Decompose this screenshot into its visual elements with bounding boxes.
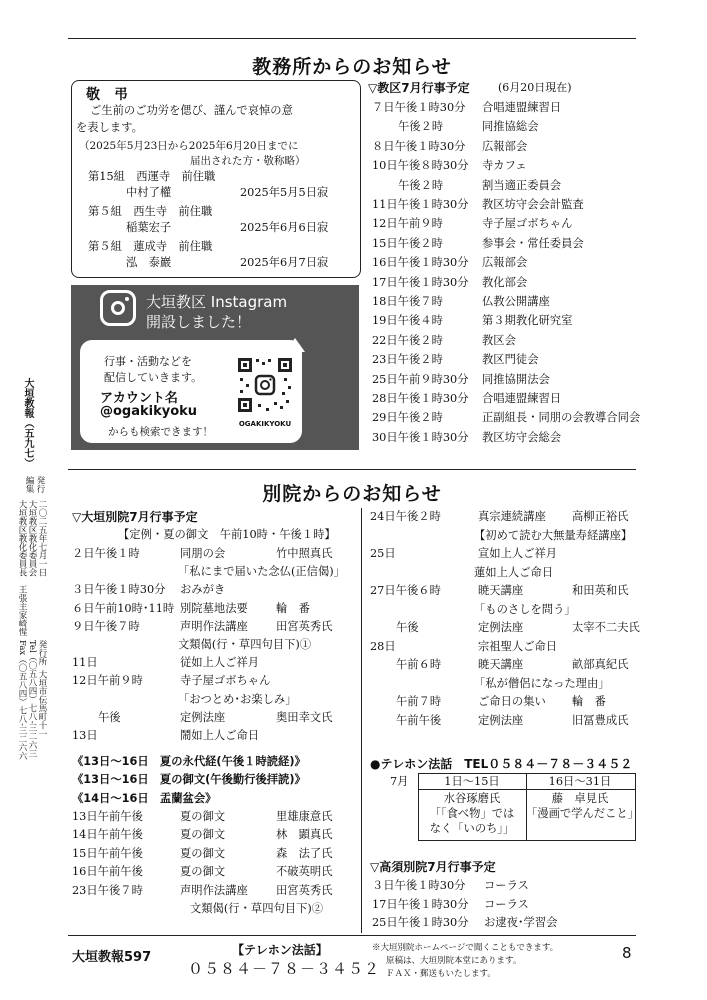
betsuin-event2-row-event: 声明作法講座 — [180, 883, 248, 897]
kyoku-event-row-date: 15日午後２時 — [372, 236, 443, 250]
betsuin-event-row-event: 「私にまで届いた念仏(正信偈)」 — [178, 565, 345, 579]
betsuin-event-row-person: 竹中照真氏 — [276, 547, 333, 560]
betsuin-event-row-person: 輪 番 — [276, 601, 310, 615]
kyoku-event-row-event: 割当適正委員会 — [482, 178, 562, 192]
instagram-account-label: アカウント名 — [100, 391, 178, 406]
betsuin-event3-row-date: 午前６時 — [396, 658, 442, 671]
betsuin-event-row-person: 田宮英秀氏 — [276, 619, 333, 633]
takasu-event-row-event: コーラス — [484, 879, 529, 892]
kyoku-heading-note: (6月20日現在) — [498, 81, 572, 94]
sidebar-office-3: Fax（〇五八四）七八-三二六六 — [17, 640, 27, 761]
betsuin-event-row-event: おみがき — [180, 583, 226, 597]
instagram-title-1: 大垣教区 Instagram — [146, 293, 288, 311]
takasu-event-row-date: ３日午後１時30分 — [372, 879, 466, 892]
footer-tel-label: 【テレホン法話】 — [232, 943, 328, 957]
betsuin-event-row-event: 文類偈(行・草四句目下)① — [178, 638, 312, 651]
betsuin-event3-row-person: 畝部真紀氏 — [572, 658, 629, 671]
sidebar-publisher-1: 編集 — [24, 476, 34, 493]
betsuin-event3-row-event: ご命日の集い — [478, 695, 546, 708]
kyoku-event-row-event: 教区門徒会 — [482, 353, 539, 367]
kyoku-event-row-date: 16日午後１時30分 — [372, 256, 469, 270]
betsuin-event3-row-date: 28日 — [370, 639, 396, 653]
kyoku-event-row-date: 12日午前９時 — [372, 217, 443, 231]
betsuin-event-row-event: 同朋の会 — [180, 547, 226, 560]
sidebar-office-2: Tel（〇五八四）七八-三二六三 — [27, 640, 37, 758]
betsuin-event2-row-person: 田宮英秀氏 — [276, 883, 333, 897]
kyoku-event-row-date: ８日午後１時30分 — [372, 139, 466, 153]
footer-page-number: 8 — [622, 944, 632, 962]
kyoku-event-row-date: 17日午後１時30分 — [372, 275, 469, 289]
betsuin-event-row-date: 午後 — [98, 710, 121, 724]
betsuin-event2-row-person: 不破英明氏 — [276, 865, 333, 879]
kyoku-event-row-event: 広報部会 — [482, 139, 528, 153]
betsuin-event3-row-event: 定例法座 — [478, 713, 524, 727]
betsuin-event3-row-person: 旧冨豊成氏 — [572, 713, 629, 727]
betsuin-event2-row-person: 里雄康意氏 — [276, 810, 333, 823]
instagram-icon — [100, 290, 136, 326]
footer-note-1: 原稿は、大垣別院本堂にあります。 — [386, 956, 522, 966]
betsuin-event-row-date: 13日 — [72, 729, 98, 742]
telephone-col2-title: 「漫画で学んだこと」 — [526, 807, 639, 820]
telephone-col2-head: 16日～31日 — [548, 775, 612, 788]
betsuin-event2-row-date: 14日午前午後 — [72, 828, 143, 842]
betsuin-event3-row-event: 暁天講座 — [478, 658, 524, 671]
instagram-account: @ogakikyoku — [100, 404, 198, 419]
betsuin-event2-row-person: 森 法了氏 — [276, 846, 333, 860]
betsuin-event3-row-event: 暁天講座 — [478, 584, 524, 597]
instagram-search-text: からも検索できます！ — [108, 426, 213, 438]
telephone-col1-title-1: なく「いのち」」 — [429, 822, 515, 835]
betsuin-event3-row-date: 27日午後６時 — [370, 584, 441, 597]
condolence-heading: 敬 弔 — [86, 87, 128, 103]
betsuin-event2-row-person: 林 顕真氏 — [276, 828, 333, 842]
column-divider — [361, 508, 362, 933]
qr-label: OGAKIKYOKU — [238, 420, 292, 428]
betsuin-event3-row-date: 25日 — [370, 547, 396, 560]
sidebar-detail-3: 王張主家崎惺 — [17, 585, 27, 636]
betsuin-event3-row-event: 宗祖聖人ご命日 — [478, 639, 558, 653]
footer-tel-number: ０５８４－７８－３４５２ — [188, 960, 381, 978]
kyoku-event-row-date: ７日午後１時30分 — [372, 101, 466, 114]
instagram-bubble-line-1: 配信していきます。 — [104, 371, 203, 384]
betsuin-event3-row-event: 定例法座 — [478, 621, 524, 634]
kyoku-event-row-event: 正副組長・同朋の会教導合同会 — [482, 411, 641, 425]
betsuin-event-row-event: 「おつとめ･お楽しみ」 — [178, 692, 297, 706]
footer-issue: 大垣教報597 — [72, 950, 152, 965]
sidebar-title: 大垣教報（五九七） — [22, 378, 33, 468]
sidebar-office-0: 発行所 — [37, 640, 47, 666]
betsuin-event-row-date: ２日午後１時 — [72, 547, 140, 560]
kyoku-event-row-date: 10日午後８時30分 — [372, 159, 469, 173]
betsuin-event3-row-person: 和田英和氏 — [572, 584, 629, 597]
footer-rule — [68, 935, 636, 936]
middle-rule — [68, 469, 636, 470]
betsuin-event3-row-person: 太宰不二夫氏 — [572, 621, 640, 634]
betsuin-event3-row-event: 真宗連続講座 — [478, 510, 546, 523]
betsuin-event3-row-date: 午前午後 — [396, 713, 442, 727]
betsuin-event-row-date: 11日 — [72, 656, 98, 670]
betsuin-event2-row-date: 16日午前午後 — [72, 865, 143, 879]
betsuin-event3-row-person: 高柳正裕氏 — [572, 510, 629, 523]
betsuin-event2-row-date: 13日午前午後 — [72, 810, 143, 823]
betsuin-event2-row-event: 夏の御文 — [180, 828, 226, 842]
kyoku-event-row-date: 29日午後２時 — [372, 411, 443, 425]
instagram-bubble-tail — [285, 338, 305, 352]
kyoku-event-row-event: 合唱連盟練習日 — [482, 101, 562, 114]
kyoku-event-row-event: 教区坊守会会計監査 — [482, 198, 584, 211]
kyoku-event-row-date: 午後２時 — [398, 178, 444, 192]
takasu-event-row-event: お逮夜･学習会 — [484, 916, 558, 930]
betsuin-event2-row-date: 15日午前午後 — [72, 846, 143, 860]
sidebar-detail-1: 大垣教区教化委員会 — [27, 500, 37, 577]
betsuin-event3-row-event: 【初めて読む大無量寿経講座】 — [474, 528, 633, 542]
sidebar-publisher-0: 発行 — [35, 476, 45, 493]
betsuin-event-row-event: 声明作法講座 — [180, 619, 248, 633]
telephone-col1-head: 1日～15日 — [444, 775, 500, 788]
sidebar-detail-2: 大垣教区教化委員長 — [17, 500, 27, 577]
footer-note-0: ※大垣別院ホームページで聞くこともできます。 — [372, 943, 559, 953]
kyoku-event-row-event: 同推協開法会 — [482, 372, 550, 386]
qr-code — [236, 356, 294, 414]
betsuin-event3-row-date: 24日午後２時 — [370, 510, 441, 523]
telephone-col1-title-0: 「「食べ物」では — [429, 807, 515, 820]
betsuin-event3-row-date: 午前７時 — [396, 695, 442, 708]
betsuin-event2-row-event: 文類偈(行・草四句目下)② — [190, 902, 324, 915]
betsuin-event3-row-person: 輪 番 — [572, 695, 606, 708]
betsuin-event3-row-event: 蓮如上人ご命日 — [474, 565, 554, 579]
section-title-betsuin: 別院からのお知らせ — [262, 483, 442, 505]
sidebar-detail-0: 二〇二五年七月一日 — [37, 500, 47, 577]
betsuin-event3-row-event: 「ものさしを問う」 — [474, 602, 576, 616]
instagram-title-2: 開設しました！ — [146, 313, 252, 331]
kyoku-event-row-date: 22日午後２時 — [372, 333, 443, 347]
kyoku-event-row-event: 寺子屋ゴボちゃん — [482, 217, 573, 231]
kyoku-event-row-date: 23日午後２時 — [372, 353, 443, 367]
telephone-col1-name: 水谷琢磨氏 — [443, 792, 501, 805]
kyoku-event-row-event: 教化部会 — [482, 275, 528, 289]
takasu-event-row-date: 17日午後１時30分 — [372, 897, 469, 911]
betsuin-event2-row-event: 夏の御文 — [180, 865, 226, 879]
betsuin-event-row-event: 従如上人ご祥月 — [180, 656, 260, 670]
kyoku-event-row-date: 19日午後４時 — [372, 314, 443, 328]
telephone-col2-name: 藤 卓見氏 — [551, 792, 609, 805]
betsuin-event3-row-event: 「私が僧侶になった理由」 — [474, 676, 610, 690]
betsuin-event2-row-date: 23日午後７時 — [72, 883, 143, 897]
top-rule — [68, 38, 636, 39]
kyoku-event-row-event: 合唱連盟練習日 — [482, 392, 562, 405]
kyoku-event-row-date: 28日午後１時30分 — [372, 392, 469, 405]
betsuin-event2-row-event: 夏の御文 — [180, 846, 226, 860]
betsuin-event-row-date: ３日午後１時30分 — [72, 583, 166, 597]
kyoku-event-row-date: 25日午前９時30分 — [372, 372, 469, 386]
takasu-event-row-event: コーラス — [484, 897, 529, 911]
kyoku-event-row-event: 仏教公開講座 — [482, 295, 550, 308]
kyoku-event-row-event: 広報部会 — [482, 256, 528, 270]
kyoku-event-row-date: 30日午後１時30分 — [372, 430, 469, 444]
kyoku-event-row-date: 11日午後１時30分 — [372, 198, 469, 211]
takasu-event-row-date: 25日午後１時30分 — [372, 916, 469, 930]
betsuin-event3-row-date: 午後 — [396, 621, 419, 634]
betsuin-event-row-date: ９日午後７時 — [72, 619, 140, 633]
kyoku-event-row-event: 参事会・常任委員会 — [482, 236, 584, 250]
kyoku-event-row-event: 寺カフェ — [482, 159, 527, 173]
betsuin-event-row-event: 寺子屋ゴボちゃん — [180, 674, 271, 688]
kyoku-event-row-event: 第３期教化研究室 — [482, 314, 573, 328]
betsuin-event3-row-event: 宣如上人ご祥月 — [478, 547, 558, 560]
betsuin-event-row-date: ６日午前10時･11時 — [72, 601, 175, 615]
sidebar-office-1: 大垣市伝馬町十一 — [37, 670, 47, 738]
kyoku-heading-text: ▽教区7月行事予定 — [368, 81, 470, 95]
betsuin-event-row-date: 12日午前９時 — [72, 674, 143, 688]
kyoku-event-row-event: 教区会 — [482, 333, 516, 347]
kyoku-event-row-event: 教区坊守会総会 — [482, 430, 562, 444]
kyoku-event-row-event: 同推協総会 — [482, 120, 539, 134]
betsuin-event2-row-event: 夏の御文 — [180, 810, 226, 823]
kyoku-event-row-date: 18日午後７時 — [372, 295, 443, 308]
section-title-kyomusho: 教務所からのお知らせ — [252, 56, 452, 78]
betsuin-event-row-event: 鬧如上人ご命日 — [180, 729, 260, 742]
betsuin-event-row-person: 奥田幸文氏 — [276, 710, 333, 724]
telephone-table-header-rule — [418, 789, 635, 790]
kyoku-event-row-date: 午後２時 — [398, 120, 444, 134]
betsuin-event-row-event: 別院墓地法要 — [180, 601, 248, 615]
instagram-bubble-line-0: 行事・活動などを — [104, 355, 192, 368]
betsuin-event-row-event: 定例法座 — [180, 710, 226, 724]
footer-note-2: ＦＡＸ・郵送もいたします。 — [386, 969, 496, 979]
